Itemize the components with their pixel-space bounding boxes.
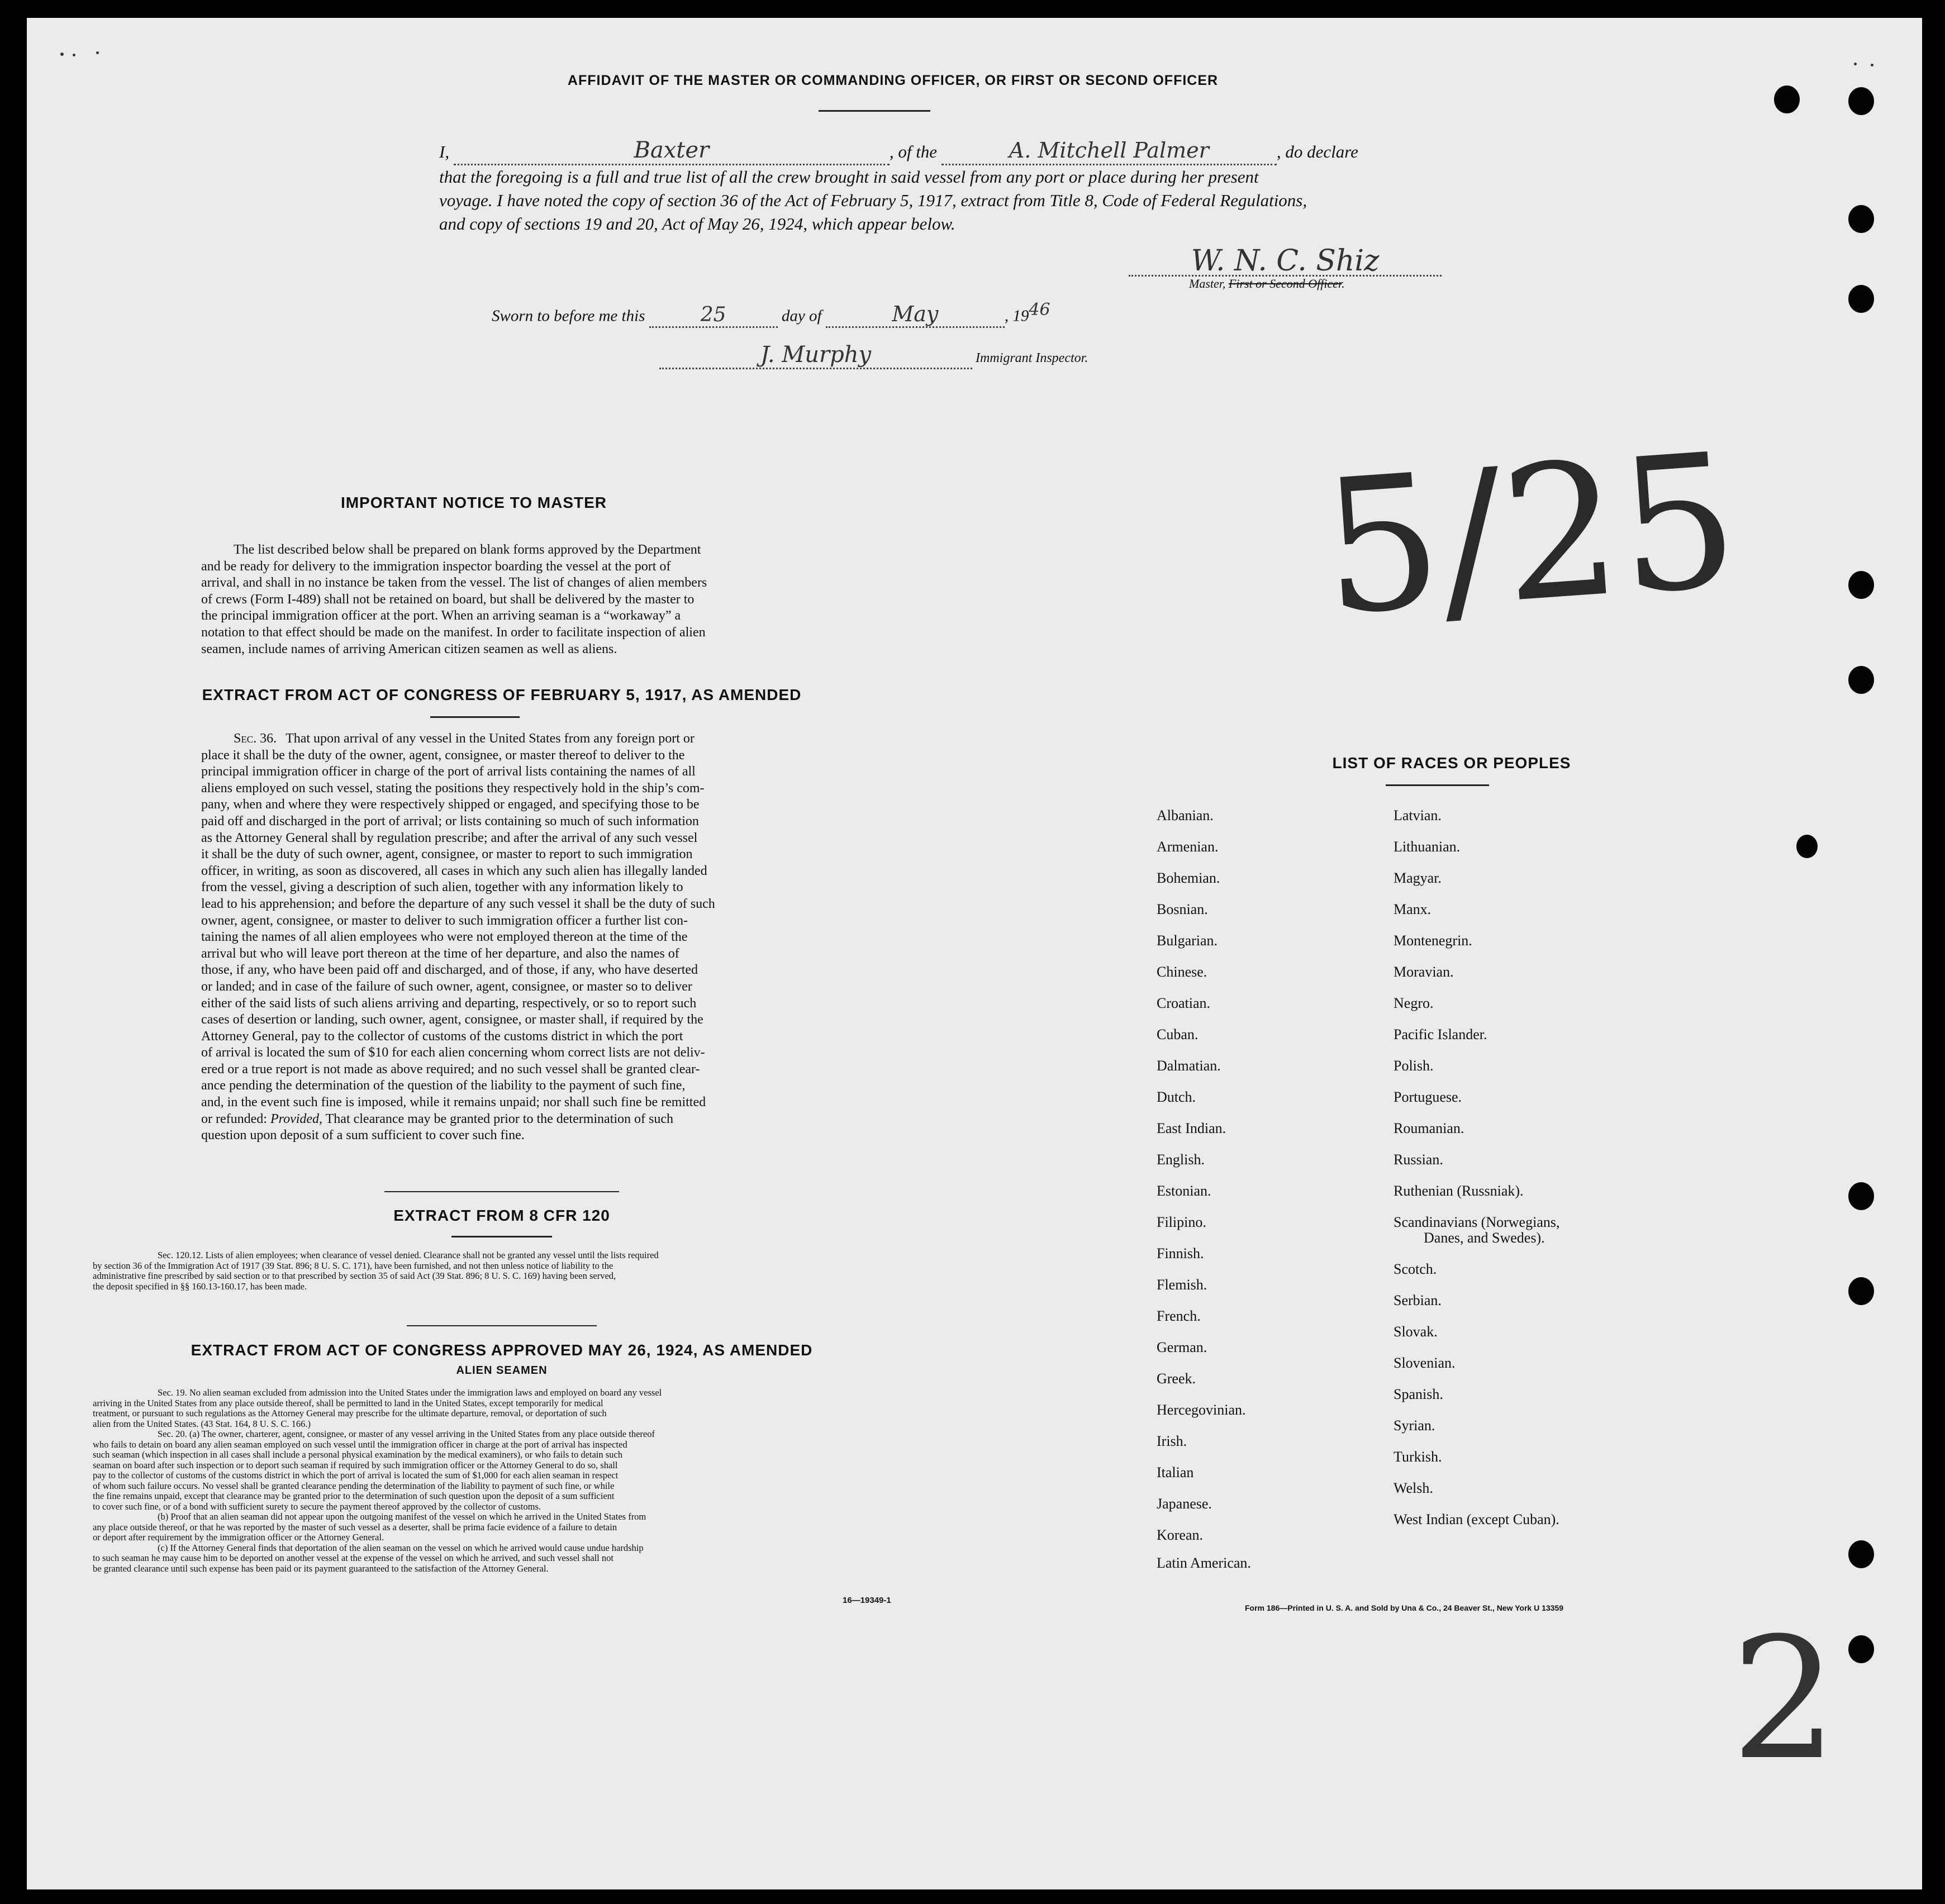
extract-1924-text: Sec. 19. No alien seaman excluded from admission into the United States under the immigration laws and employed on board any vessel arriving in the United States from any place outside thereof, shall be permitted to land in the United States, except temporarily for medical treatment, or pursuant to such regulations as the Attorney General may prescribe for the ultimate departure, removal, or deportation of such alien from the United States. (43 Stat. 164, 8 U. S. C. 166.) Sec. 20. (a) The owner, charterer, agent, consignee, or master of any vessel arriving in the United States from any place outside thereof who fails to detain on board any alien seaman employed on such vessel until the immigration officer in charge at the port of arrival has inspected such seaman (which inspection in all cases shall include a personal physical examination by the medical examiners), or who fails to detain such seaman on board after such inspection or to deport such seaman if required by such immigration officer or the Attorney General to do so, shall pay to the collector of customs of the customs district in which the port of arrival is located the sum of $1,000 for each alien seaman in respect of whom such failure occurs. No vessel shall be granted clearance pending the determination of the liability to payment of such fine, or while the fine remains unpaid, except that clearance may be granted prior to the determination of such question upon the deposit of a sum sufficient to cover such fine, or of a bond with sufficient surety to secure the payment thereof approved by the collector of customs. (b) Proof that an alien seaman did not appear upon the outgoing manifest of the vessel on which he arrived in the United States from any place outside thereof, or that he was reported by the master of such vessel as a deserter, shall be prima facie evidence of a failure to detain or deport after requirement by the immigration officer or the Attorney General. (c) If the Attorney General finds that deportation of the alien seaman on the vessel on which he arrived would cause undue hardship to such seaman he may cause him to be deported on another vessel at the expense of the vessel on which he arrived, and such vessel shall not be granted clearance until such expense has been paid or its payment guaranteed to the satisfaction of the Attorney General. <box>93 1387 662 1574</box>
race-item: Portuguese. <box>1394 1089 1462 1105</box>
divider <box>384 1191 619 1192</box>
day-of-label: day of <box>781 307 822 325</box>
race-item: Moravian. <box>1394 964 1454 980</box>
race-item: Serbian. <box>1394 1292 1442 1308</box>
inspector-signature-handwritten: J. Murphy <box>760 342 872 368</box>
punch-hole <box>1848 666 1874 694</box>
extract-1917-text: Sec. 36. That upon arrival of any vessel in the United States from any foreign port or place it shall be the duty of the owner, agent, consignee, or master thereof to deliver to the principal immigration officer in charge of the port of arrival lists containing the names of all aliens employed on such vessel, stating the positions they respectively hold in the ship’s com- pany, when and where they were respectively shipped or engaged, and specifying those to be paid off and discharged in the port of arrival; or lists containing so much of such information as the Attorney General shall by regulation prescribe; and after the arrival of any such vessel it shall be the duty of such owner, agent, consignee, or master to report to such immigration officer, in writing, as soon as discovered, all cases in which any such alien has illegally landed from the vessel, giving a description of such alien, together with any information likely to lead to his apprehension; and before the departure of any such vessel it shall be the duty of such owner, agent, consignee, or master to deliver to such immigration officer a further list con- taining the names of all alien employees who were not employed thereon at the time of the arrival but who will leave port thereon at the time of her departure, and also the names of those, if any, who have been paid off and discharged, and of those, if any, who have deserted or landed; and in case of the failure of such owner, agent, consignee, or master so to deliver either of the said lists of such aliens arriving and departing, respectively, or so to report such cases of desertion or landing, such owner, agent, consignee, or master shall, if required by the Attorney General, pay to the collector of customs of the customs district in which the port of arrival is located the sum of $10 for each alien concerning whom correct lists are not deliv- ered or a true report is not made as above required; and no such vessel shall be granted clear- ance pending the determination of the question of the liability to the payment of such fine, and, in the event such fine is imposed, while it remains unpaid; nor shall such fine be remitted or refunded: Provided, That clearance may be granted prior to the determination of such question upon deposit of a sum sufficient to cover such fine. <box>201 731 715 1143</box>
race-item: Slovenian. <box>1394 1355 1456 1371</box>
divider <box>819 110 930 112</box>
extract-1917-heading: EXTRACT FROM ACT OF CONGRESS OF FEBRUARY 5, 1917, AS AMENDED <box>202 686 802 703</box>
punch-hole <box>1848 87 1874 115</box>
race-item: Latin American. <box>1157 1555 1251 1571</box>
struck-officer-label: First or Second Officer <box>1228 277 1342 291</box>
affidavit-heading: AFFIDAVIT OF THE MASTER OR COMMANDING OFFICER, OR FIRST OR SECOND OFFICER <box>567 73 1219 88</box>
extract-1924-heading: EXTRACT FROM ACT OF CONGRESS APPROVED MAY 26, 1924, AS AMENDED <box>191 1341 813 1359</box>
race-item: West Indian (except Cuban). <box>1394 1511 1559 1527</box>
race-item: Bulgarian. <box>1157 932 1218 949</box>
race-item: Cuban. <box>1157 1026 1199 1043</box>
race-item: Lithuanian. <box>1394 839 1461 855</box>
race-item: Scandinavians (Norwegians, Danes, and Swedes). <box>1394 1214 1560 1246</box>
race-item: East Indian. <box>1157 1120 1226 1136</box>
cfr-text: Sec. 120.12. Lists of alien employees; when clearance of vessel denied. Clearance shall not be granted any vessel until the lists required by section 36 of the Immigration Act of 1917 (39 Stat. 896; 8 U. S. C. 171), have been furnished, and not then unless notice of liability to the administrative fine prescribed by said section or to that prescribed by section 35 of said Act (39 Stat. 896; 8 U. S. C. 169) having been served, the deposit specified in §§ 160.13-160.17, has been made. <box>93 1250 659 1292</box>
sworn-label: Sworn to before me this <box>492 307 645 325</box>
divider <box>407 1325 597 1326</box>
punch-hole <box>1848 285 1874 313</box>
punch-hole <box>1848 571 1874 599</box>
race-item: Japanese. <box>1157 1496 1212 1512</box>
race-item: Latvian. <box>1394 807 1442 824</box>
inspector-line <box>659 342 1088 369</box>
race-item: Manx. <box>1394 901 1432 917</box>
race-item: Montenegrin. <box>1394 932 1472 949</box>
document-page <box>27 18 1922 1889</box>
day-handwritten: 25 <box>700 303 726 326</box>
race-item: Pacific Islander. <box>1394 1026 1487 1043</box>
race-item: English. <box>1157 1151 1205 1168</box>
race-item: Syrian. <box>1394 1417 1435 1434</box>
race-item: Italian <box>1157 1464 1194 1481</box>
divider <box>1386 784 1489 786</box>
divider <box>451 1236 552 1237</box>
month-handwritten: May <box>892 301 939 326</box>
master-signature-handwritten: W. N. C. Shiz <box>1191 244 1380 278</box>
master-name-handwritten: Baxter <box>634 137 710 163</box>
master-signature-block: W. N. C. Shiz Master, First or Second Officer. <box>1129 247 1464 291</box>
race-item: German. <box>1157 1339 1207 1355</box>
punch-hole <box>1848 205 1874 233</box>
punch-hole <box>1848 1182 1874 1210</box>
punch-hole <box>1848 1540 1874 1568</box>
race-item: Scotch. <box>1394 1261 1437 1277</box>
race-item: Dalmatian. <box>1157 1058 1221 1074</box>
race-item: Magyar. <box>1394 870 1442 886</box>
inspector-label: Immigrant Inspector. <box>976 351 1088 365</box>
printer-note: Form 186—Printed in U. S. A. and Sold by Una & Co., 24 Beaver St., New York U 13359 <box>1245 1603 1564 1612</box>
do-declare-label: , do declare <box>1276 142 1358 161</box>
race-item: Armenian. <box>1157 839 1219 855</box>
master-label: Master, <box>1189 277 1226 291</box>
punch-hole <box>1848 1277 1874 1305</box>
alien-seamen-subheading: ALIEN SEAMEN <box>456 1364 548 1377</box>
race-item: Flemish. <box>1157 1277 1207 1293</box>
race-item: Finnish. <box>1157 1245 1204 1262</box>
declaration-line: that the foregoing is a full and true list of all the crew brought in said vessel from any port or place during her present <box>439 167 1259 187</box>
race-item: Filipino. <box>1157 1214 1206 1230</box>
punch-hole <box>1774 85 1800 113</box>
race-item: Spanish. <box>1394 1386 1443 1402</box>
of-the-label: , of the <box>889 142 938 161</box>
race-item: Korean. <box>1157 1527 1204 1543</box>
race-item: Welsh. <box>1394 1480 1433 1496</box>
race-item: Dutch. <box>1157 1089 1196 1105</box>
race-item: Greek. <box>1157 1370 1196 1387</box>
race-item: Slovak. <box>1394 1324 1438 1340</box>
affidavit-declaration <box>439 139 1518 236</box>
race-item: Albanian. <box>1157 807 1214 824</box>
notice-text: The list described below shall be prepared on blank forms approved by the Department and be ready for delivery to the immigration inspector boarding the vessel at the port of arrival, and shall in no instance be taken from the vessel. The list of changes of alien members of crews (Form I-489) shall not be retained on board, but shall be delivered by the master to the principal immigration officer at the port. When an arriving seaman is a “workaway” a notation to that effect should be made on the manifest. In order to facilitate inspection of alien seamen, include names of arriving American citizen seamen as well as aliens. <box>201 542 707 656</box>
race-item: Irish. <box>1157 1433 1187 1449</box>
declaration-line: voyage. I have noted the copy of section 36 of the Act of February 5, 1917, extract from Title 8, Code of Federal Regulations, <box>439 191 1307 210</box>
race-item: Bohemian. <box>1157 870 1220 886</box>
race-item: Polish. <box>1394 1058 1434 1074</box>
race-item: Roumanian. <box>1394 1120 1464 1136</box>
races-left-column <box>1157 800 1369 1575</box>
punch-hole <box>1848 1635 1874 1663</box>
race-item: Chinese. <box>1157 964 1207 980</box>
i-label: I, <box>439 142 450 161</box>
race-item: Bosnian. <box>1157 901 1208 917</box>
page-number-handwritten: 2 <box>1731 1602 1838 1797</box>
race-item: French. <box>1157 1308 1201 1324</box>
race-item: Ruthenian (Russniak). <box>1394 1183 1524 1199</box>
races-right-column <box>1394 800 1706 1535</box>
race-item: Croatian. <box>1157 995 1211 1011</box>
declaration-line: and copy of sections 19 and 20, Act of May 26, 1924, which appear below. <box>439 214 955 234</box>
races-heading: LIST OF RACES OR PEOPLES <box>1332 754 1571 772</box>
race-item: Russian. <box>1394 1151 1443 1168</box>
notice-heading: IMPORTANT NOTICE TO MASTER <box>340 494 607 511</box>
race-item: Hercegovinian. <box>1157 1402 1246 1418</box>
cfr-heading: EXTRACT FROM 8 CFR 120 <box>393 1207 610 1224</box>
sworn-line: Sworn to before me this 25 day of May , 1946 <box>492 300 1050 328</box>
vessel-name-handwritten: A. Mitchell Palmer <box>1009 138 1209 163</box>
form-code: 16—19349-1 <box>843 1596 891 1605</box>
punch-hole <box>1796 835 1818 858</box>
race-item: Negro. <box>1394 995 1434 1011</box>
year-handwritten: 46 <box>1029 300 1050 320</box>
race-item: Estonian. <box>1157 1183 1211 1199</box>
race-item: Turkish. <box>1394 1449 1442 1465</box>
divider <box>430 716 520 718</box>
date-mark-handwritten: 5/25 <box>1316 413 1744 656</box>
